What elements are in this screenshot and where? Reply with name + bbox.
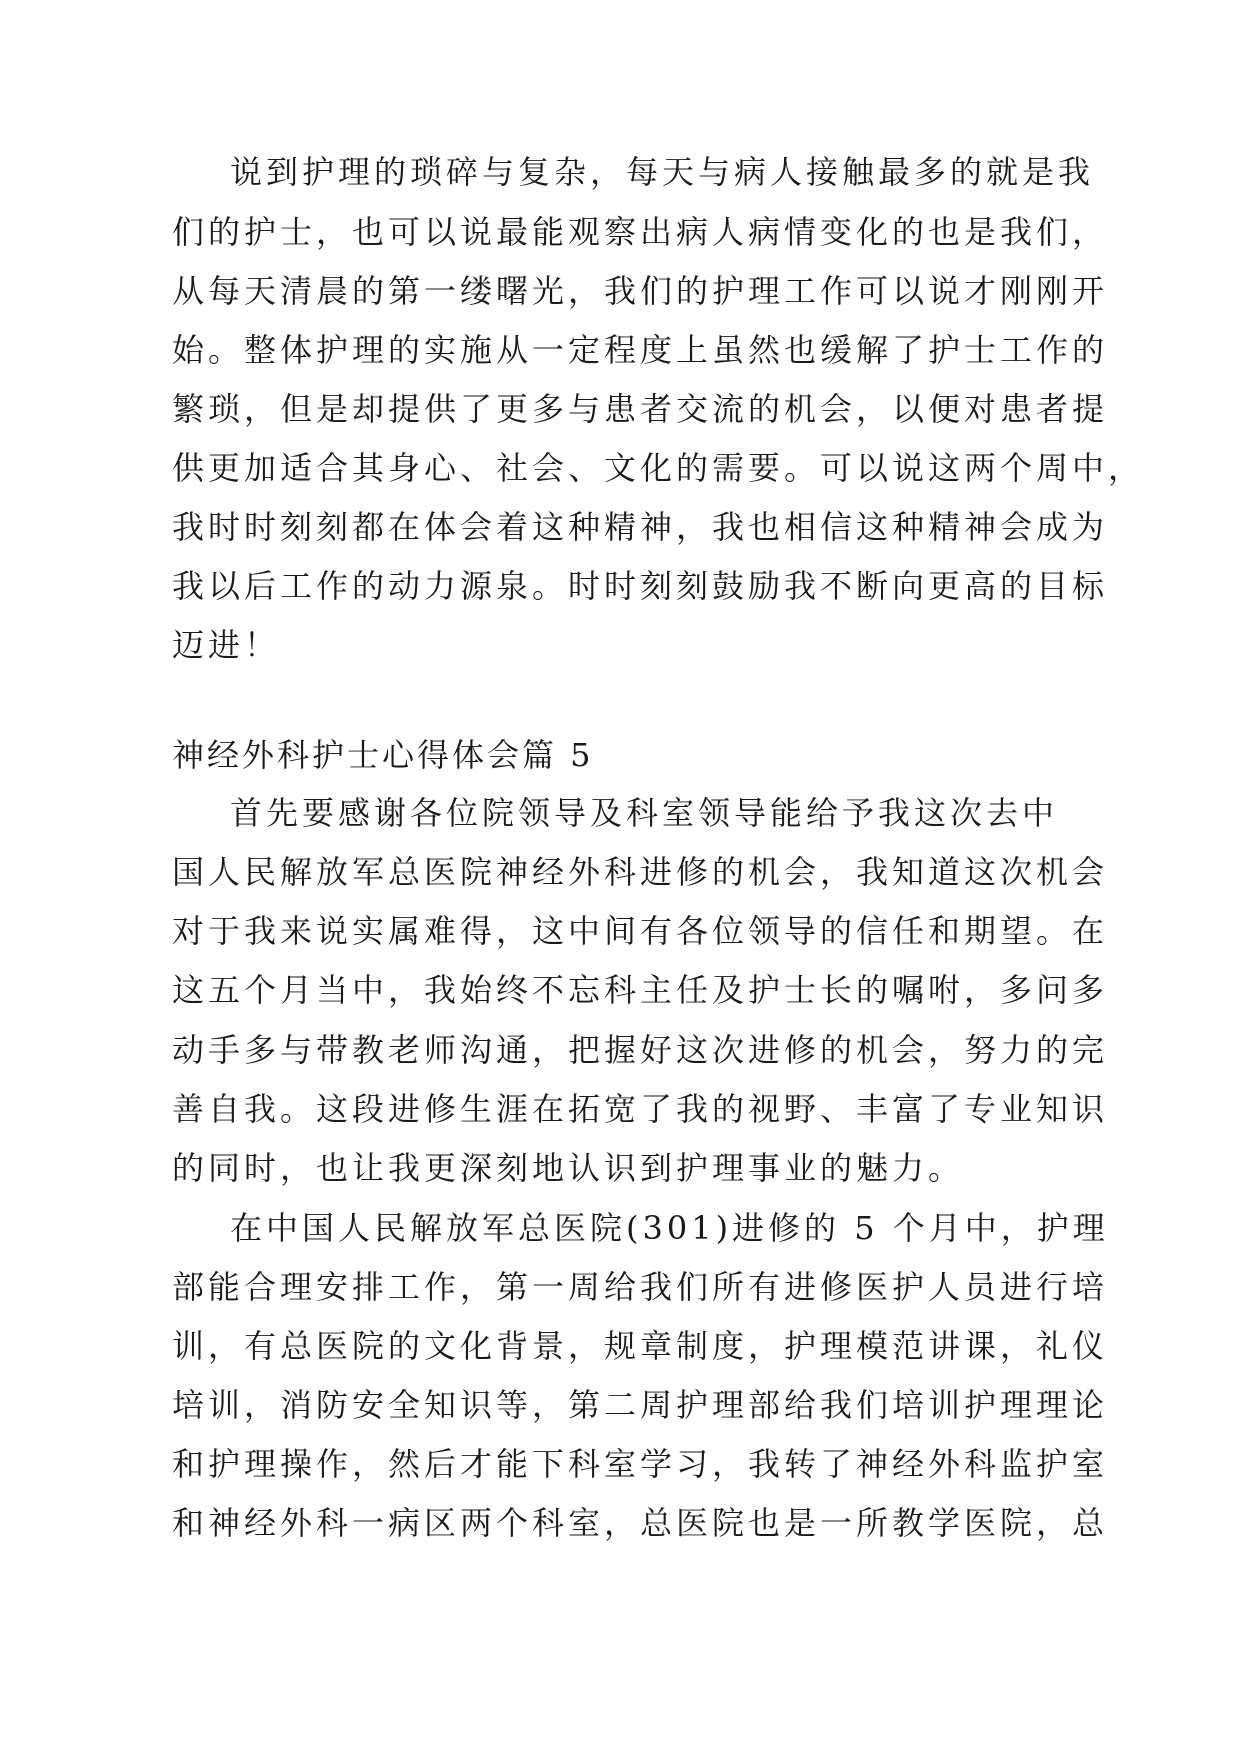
paragraph-3-line: 和神经外科一病区两个科室，总医院也是一所教学医院，总 — [172, 1504, 1109, 1542]
paragraph-2-line: 善自我。这段进修生涯在拓宽了我的视野、丰富了专业知识 — [172, 1090, 1109, 1128]
paragraph-3-line: 在中国人民解放军总医院(301)进修的 5 个月中，护理 — [230, 1209, 1109, 1247]
paragraph-1-line: 我以后工作的动力源泉。时时刻刻鼓励我不断向更高的目标 — [172, 567, 1109, 605]
paragraph-1-line: 们的护士，也可以说最能观察出病人病情变化的也是我们， — [172, 213, 1109, 251]
paragraph-3-line: 部能合理安排工作，第一周给我们所有进修医护人员进行培 — [172, 1268, 1109, 1306]
paragraph-1-line: 说到护理的琐碎与复杂，每天与病人接触最多的就是我 — [230, 153, 1095, 191]
paragraph-3-line: 和护理操作，然后才能下科室学习，我转了神经外科监护室 — [172, 1445, 1109, 1483]
paragraph-3-line: 培训，消防安全知识等，第二周护理部给我们培训护理理论 — [172, 1386, 1109, 1424]
section-heading: 神经外科护士心得体会篇 5 — [172, 736, 594, 774]
paragraph-1-line: 繁琐，但是却提供了更多与患者交流的机会，以便对患者提 — [172, 390, 1109, 428]
paragraph-2-line: 这五个月当中，我始终不忘科主任及护士长的嘱咐，多问多 — [172, 971, 1109, 1009]
paragraph-2-line: 动手多与带教老师沟通，把握好这次进修的机会，努力的完 — [172, 1031, 1109, 1069]
paragraph-2-line: 国人民解放军总医院神经外科进修的机会，我知道这次机会 — [172, 853, 1109, 891]
paragraph-2-line: 对于我来说实属难得，这中间有各位领导的信任和期望。在 — [172, 912, 1109, 950]
paragraph-2-line: 的同时，也让我更深刻地认识到护理事业的魅力。 — [172, 1149, 965, 1187]
paragraph-2-line: 首先要感谢各位院领导及科室领导能给予我这次去中 — [230, 794, 1059, 832]
paragraph-3-line: 训，有总医院的文化背景，规章制度，护理模范讲课，礼仪 — [172, 1327, 1109, 1365]
paragraph-1-line: 迈进！ — [172, 626, 281, 664]
paragraph-1-line: 始。整体护理的实施从一定程度上虽然也缓解了护士工作的 — [172, 331, 1109, 369]
paragraph-1-line: 供更加适合其身心、社会、文化的需要。可以说这两个周中， — [172, 449, 1145, 487]
paragraph-1-line: 我时时刻刻都在体会着这种精神，我也相信这种精神会成为 — [172, 508, 1109, 546]
paragraph-1-line: 从每天清晨的第一缕曙光，我们的护理工作可以说才刚刚开 — [172, 272, 1109, 310]
